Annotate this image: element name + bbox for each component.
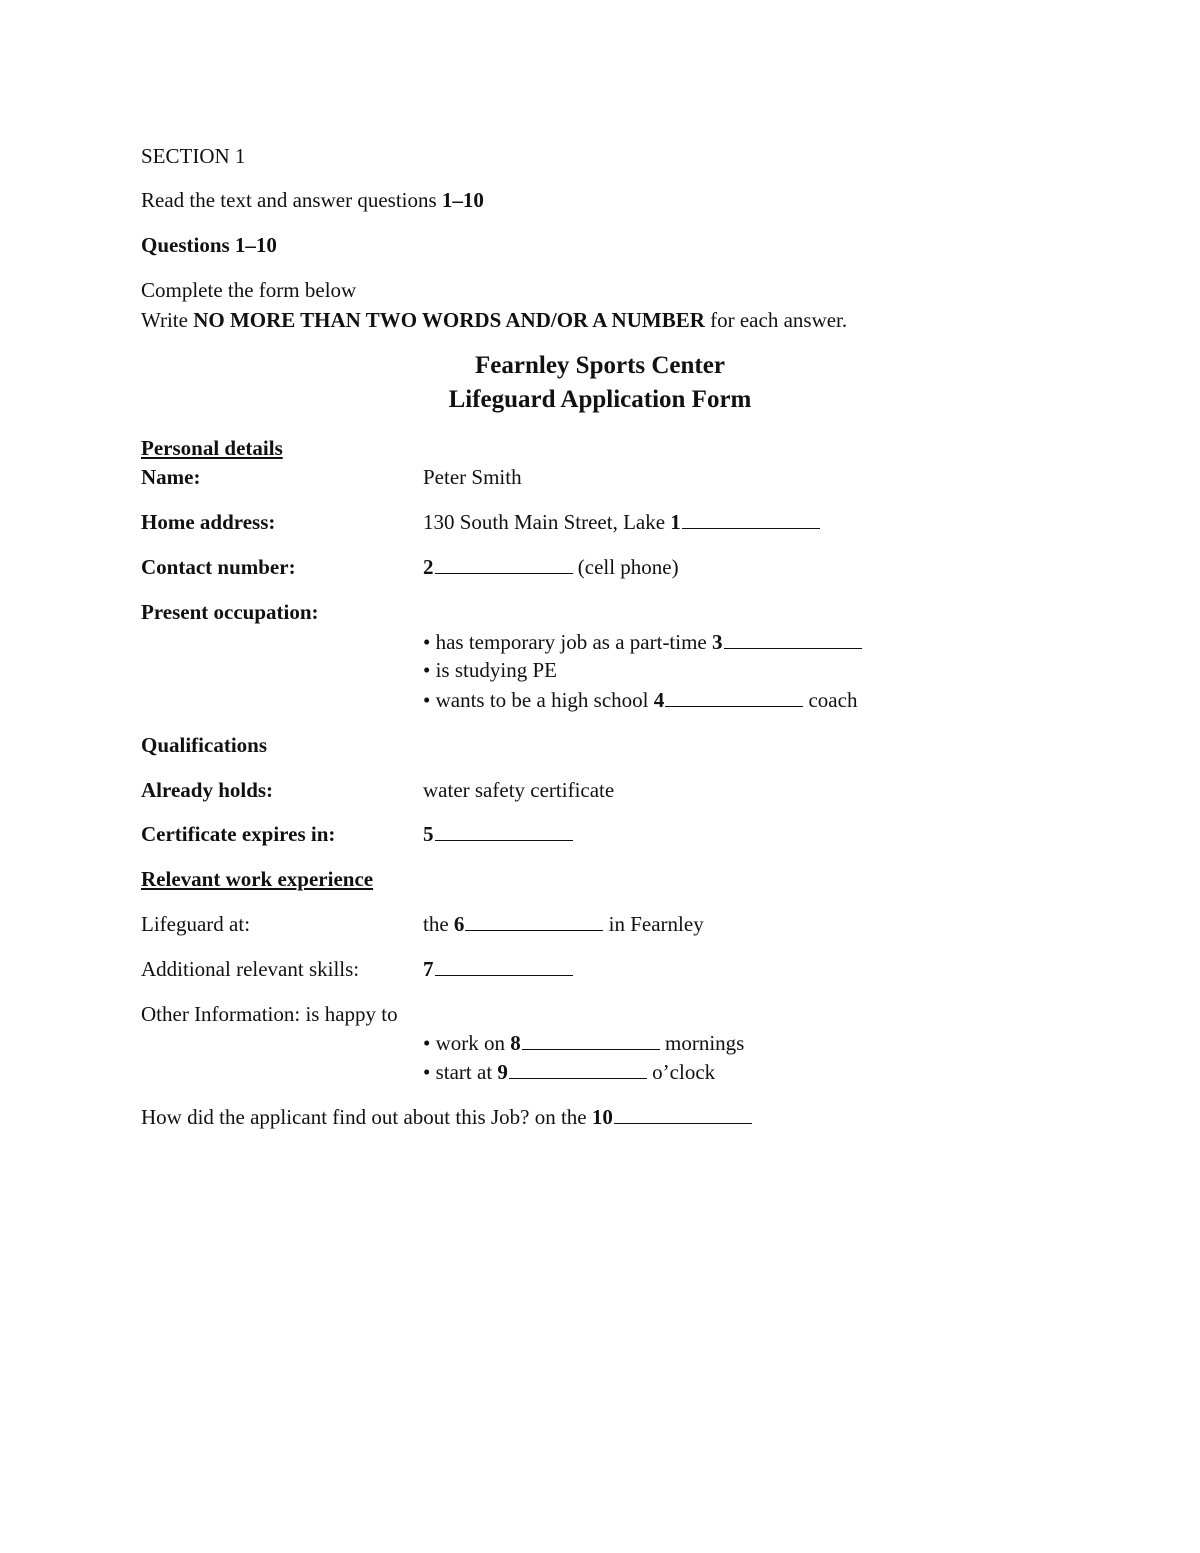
work-on-suffix: mornings xyxy=(659,1031,745,1055)
answer-blank-10 xyxy=(614,1105,752,1124)
occupation-3-text: • wants to be a high school xyxy=(423,688,654,712)
contact-number-label: Contact number: xyxy=(141,555,296,579)
other-information-label: Other Information: is happy to xyxy=(141,1002,398,1026)
home-address-value xyxy=(423,509,820,535)
occupation-1-text: • has temporary job as a part-time xyxy=(423,630,713,654)
occupation-item-3 xyxy=(423,687,857,713)
answer-blank-5 xyxy=(435,822,573,841)
occupation-3-suffix: coach xyxy=(803,688,858,712)
start-at-prefix: • start at xyxy=(423,1060,498,1084)
question-number-9: 9 xyxy=(497,1060,508,1084)
present-occupation-label: Present occupation: xyxy=(141,600,319,624)
write-suffix: for each answer. xyxy=(704,308,848,332)
start-at-suffix: o’clock xyxy=(646,1060,716,1084)
additional-skills-value xyxy=(423,956,573,982)
start-at-item xyxy=(423,1059,715,1085)
word-limit-bold: NO MORE THAN TWO WORDS AND/OR A NUMBER xyxy=(193,308,705,332)
contact-suffix: (cell phone) xyxy=(572,555,679,579)
form-title: Fearnley Sports Center xyxy=(475,352,725,379)
answer-blank-1 xyxy=(682,510,820,529)
name-label: Name: xyxy=(141,465,201,489)
name-value: Peter Smith xyxy=(423,465,522,489)
lifeguard-prefix: the xyxy=(423,912,454,936)
qualifications-heading: Qualifications xyxy=(141,733,268,757)
question-number-7: 7 xyxy=(423,957,434,981)
lifeguard-at-label: Lifeguard at: xyxy=(141,912,251,936)
question-number-1: 1 xyxy=(670,510,681,534)
lifeguard-at-value xyxy=(423,911,704,937)
instruction-range: 1–10 xyxy=(441,188,484,212)
occupation-item-2: • is studying PE xyxy=(423,658,557,682)
question-number-6: 6 xyxy=(453,912,465,936)
found-job-text: How did the applicant find out about this Job? on the xyxy=(141,1105,592,1129)
home-address-label: Home address: xyxy=(141,510,276,534)
instruction-text xyxy=(141,187,484,213)
question-number-3: 3 xyxy=(712,630,723,654)
work-on-prefix: • work on xyxy=(423,1031,511,1055)
answer-blank-7 xyxy=(435,957,573,976)
already-holds-value: water safety certificate xyxy=(423,778,615,802)
complete-instruction: Complete the form below xyxy=(141,278,357,302)
question-number-2: 2 xyxy=(423,555,434,579)
certificate-expires-label: Certificate expires in: xyxy=(141,822,336,846)
answer-blank-4 xyxy=(665,688,803,707)
section-heading: SECTION 1 xyxy=(141,144,246,168)
answer-blank-8 xyxy=(522,1031,660,1050)
lifeguard-suffix: in Fearnley xyxy=(603,912,704,936)
additional-skills-label: Additional relevant skills: xyxy=(141,957,360,981)
questions-heading: Questions 1–10 xyxy=(141,233,277,257)
form-subtitle: Lifeguard Application Form xyxy=(448,386,752,413)
question-number-10: 10 xyxy=(591,1105,613,1129)
found-job-question xyxy=(141,1104,752,1130)
write-prefix: Write xyxy=(141,308,194,332)
already-holds-label: Already holds: xyxy=(141,778,274,802)
certificate-expires-value xyxy=(423,821,573,847)
question-number-4: 4 xyxy=(653,688,665,712)
answer-blank-2 xyxy=(435,555,573,574)
personal-details-heading: Personal details xyxy=(141,436,283,460)
answer-blank-6 xyxy=(465,912,603,931)
occupation-item-1 xyxy=(423,629,862,655)
word-limit-instruction xyxy=(141,307,847,333)
answer-blank-3 xyxy=(724,630,862,649)
work-on-item xyxy=(423,1030,744,1056)
question-number-8: 8 xyxy=(510,1031,521,1055)
address-text: 130 South Main Street, Lake xyxy=(423,510,671,534)
answer-blank-9 xyxy=(509,1060,647,1079)
contact-number-value xyxy=(423,554,679,580)
work-experience-heading: Relevant work experience xyxy=(141,867,374,891)
question-number-5: 5 xyxy=(423,822,434,846)
instruction-prefix: Read the text and answer questions xyxy=(141,188,442,212)
